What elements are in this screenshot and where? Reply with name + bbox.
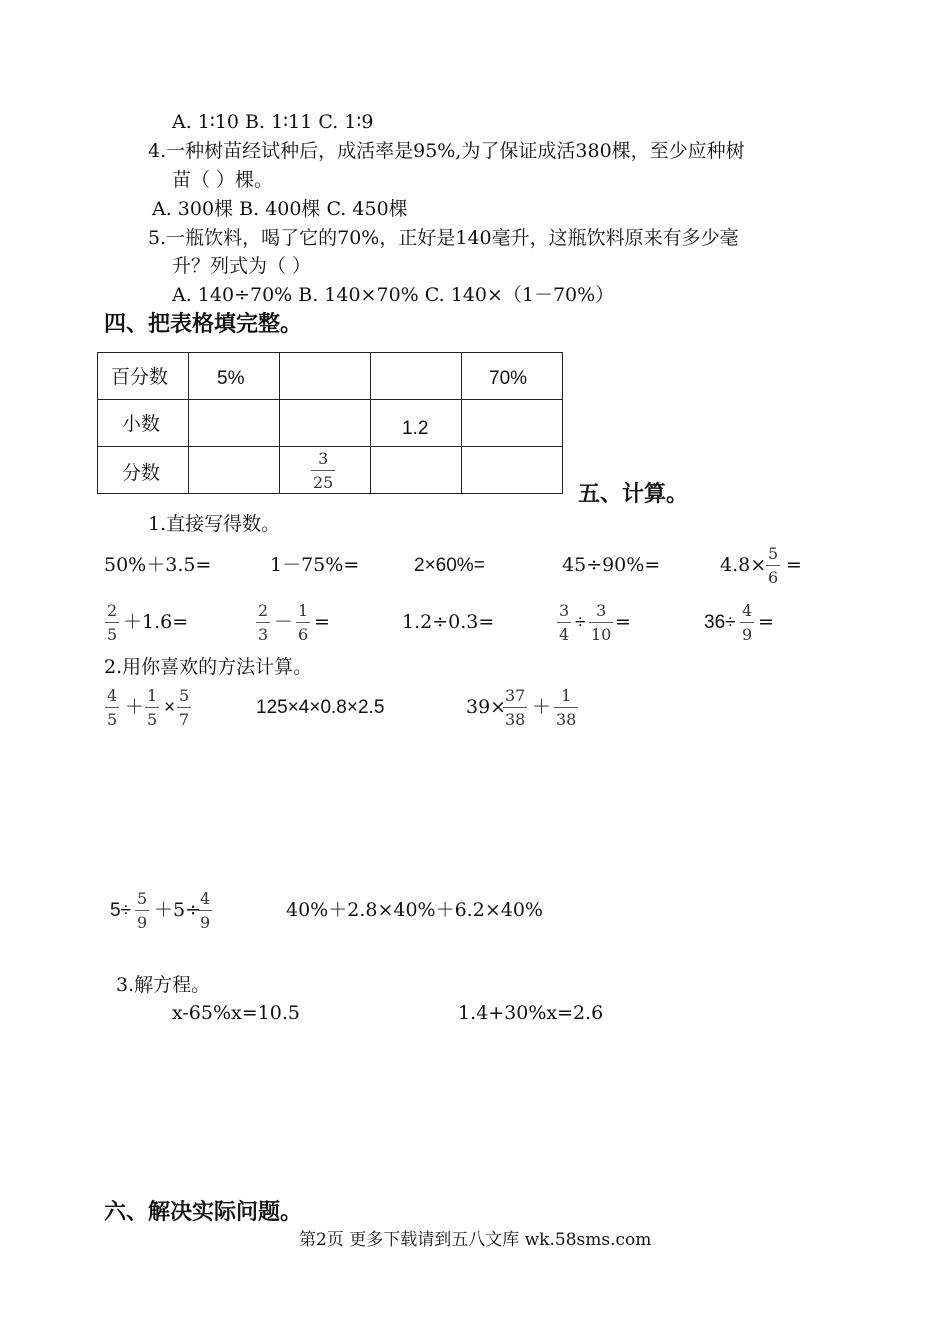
fraction: 4 5 bbox=[107, 686, 118, 729]
calc-r1-a: 50%＋3.5= bbox=[104, 554, 212, 576]
table-cell-blank[interactable] bbox=[462, 447, 563, 494]
calc-c5: 40%＋2.8×40%＋6.2×40% bbox=[286, 899, 543, 921]
table-cell-blank[interactable] bbox=[189, 447, 280, 494]
page-footer: 第2页 更多下载请到五八文库 wk.58sms.com bbox=[299, 1230, 652, 1250]
table-row bbox=[98, 400, 563, 447]
row-label: 分数 bbox=[98, 447, 189, 494]
table-cell bbox=[280, 447, 371, 494]
fraction: 3 4 bbox=[559, 601, 570, 644]
fraction: 37 38 bbox=[505, 686, 526, 729]
table-cell: 70% bbox=[462, 353, 563, 400]
calc-r2-a-post: ＋1.6= bbox=[123, 611, 189, 633]
calc-r1-c: 2×60%= bbox=[414, 555, 485, 576]
fraction: 5 9 bbox=[137, 889, 148, 932]
q4-text-line1: 4.一种树苗经试种后，成活率是95%,为了保证成活380棵，至少应种树 bbox=[148, 140, 745, 162]
table-cell-blank[interactable] bbox=[280, 353, 371, 400]
calc-c1-op1: ＋ bbox=[125, 696, 145, 718]
q5-text-line2: 升？列式为（ ） bbox=[172, 255, 312, 277]
calc-r2-e-pre: 36÷ bbox=[704, 612, 736, 633]
table-cell: 1.2 bbox=[371, 400, 462, 447]
calc-r2-b-post: = bbox=[314, 611, 330, 633]
calc-r1-e-pre: 4.8× bbox=[720, 554, 767, 576]
equation-2: 1.4+30%x=2.6 bbox=[458, 1002, 604, 1024]
fraction: 5 6 bbox=[768, 544, 779, 587]
q4-options: A. 300棵 B. 400棵 C. 450棵 bbox=[152, 198, 408, 220]
percent-table bbox=[97, 352, 563, 494]
fraction: 4 9 bbox=[200, 889, 211, 932]
table-cell-blank[interactable] bbox=[371, 353, 462, 400]
calc-c4-mid: ＋5÷ bbox=[154, 899, 202, 921]
calc-r2-d-post: = bbox=[615, 611, 631, 633]
table-row bbox=[98, 353, 563, 400]
fraction: 2 3 bbox=[258, 601, 269, 644]
sub2-title: 2.用你喜欢的方法计算。 bbox=[104, 656, 313, 678]
calc-c3-op: ＋ bbox=[532, 696, 552, 718]
calc-r1-b: 1－75%= bbox=[270, 554, 360, 576]
calc-c4-pre: 5÷ bbox=[110, 900, 131, 921]
q5-options: A. 140÷70% B. 140×70% C. 140×（1－70%） bbox=[172, 284, 615, 306]
table-cell-blank[interactable] bbox=[280, 400, 371, 447]
calc-r2-c: 1.2÷0.3= bbox=[402, 611, 495, 633]
fraction: 4 9 bbox=[742, 601, 753, 644]
sub3-title: 3.解方程。 bbox=[116, 974, 211, 996]
fraction: 3 25 bbox=[313, 449, 334, 492]
table-cell-blank[interactable] bbox=[371, 447, 462, 494]
q5-text-line1: 5.一瓶饮料，喝了它的70%，正好是140毫升，这瓶饮料原来有多少毫 bbox=[148, 227, 739, 249]
calc-c3-pre: 39× bbox=[466, 696, 507, 718]
table-row bbox=[98, 447, 563, 494]
fraction: 1 5 bbox=[147, 686, 158, 729]
calc-r1-d: 45÷90%= bbox=[562, 554, 661, 576]
fraction: 5 7 bbox=[179, 686, 190, 729]
calc-r2-d-op: ÷ bbox=[575, 612, 586, 633]
fraction: 2 5 bbox=[107, 601, 118, 644]
table-cell: 5% bbox=[189, 353, 280, 400]
row-label: 小数 bbox=[98, 400, 189, 447]
section5-title: 五、计算。 bbox=[578, 482, 689, 507]
q3-options: A. 1∶10 B. 1∶11 C. 1∶9 bbox=[172, 111, 374, 133]
section6-title: 六、解决实际问题。 bbox=[104, 1200, 303, 1225]
calc-c2: 125×4×0.8×2.5 bbox=[256, 697, 385, 718]
fraction: 1 6 bbox=[298, 601, 309, 644]
q4-text-line2: 苗（ ）棵。 bbox=[172, 169, 274, 191]
fraction: 1 38 bbox=[556, 686, 577, 729]
sub1-title: 1.直接写得数。 bbox=[148, 513, 281, 535]
calc-r2-e-post: = bbox=[758, 611, 774, 633]
row-label: 百分数 bbox=[98, 353, 189, 400]
table-cell-blank[interactable] bbox=[189, 400, 280, 447]
equation-1: x-65%x=10.5 bbox=[172, 1002, 300, 1024]
table-cell-blank[interactable] bbox=[462, 400, 563, 447]
calc-r1-e-post: = bbox=[786, 554, 802, 576]
calc-c1-op2: × bbox=[164, 697, 176, 718]
calc-r2-b-op: － bbox=[274, 611, 294, 633]
fraction: 3 10 bbox=[591, 601, 612, 644]
section4-title: 四、把表格填完整。 bbox=[104, 312, 303, 337]
